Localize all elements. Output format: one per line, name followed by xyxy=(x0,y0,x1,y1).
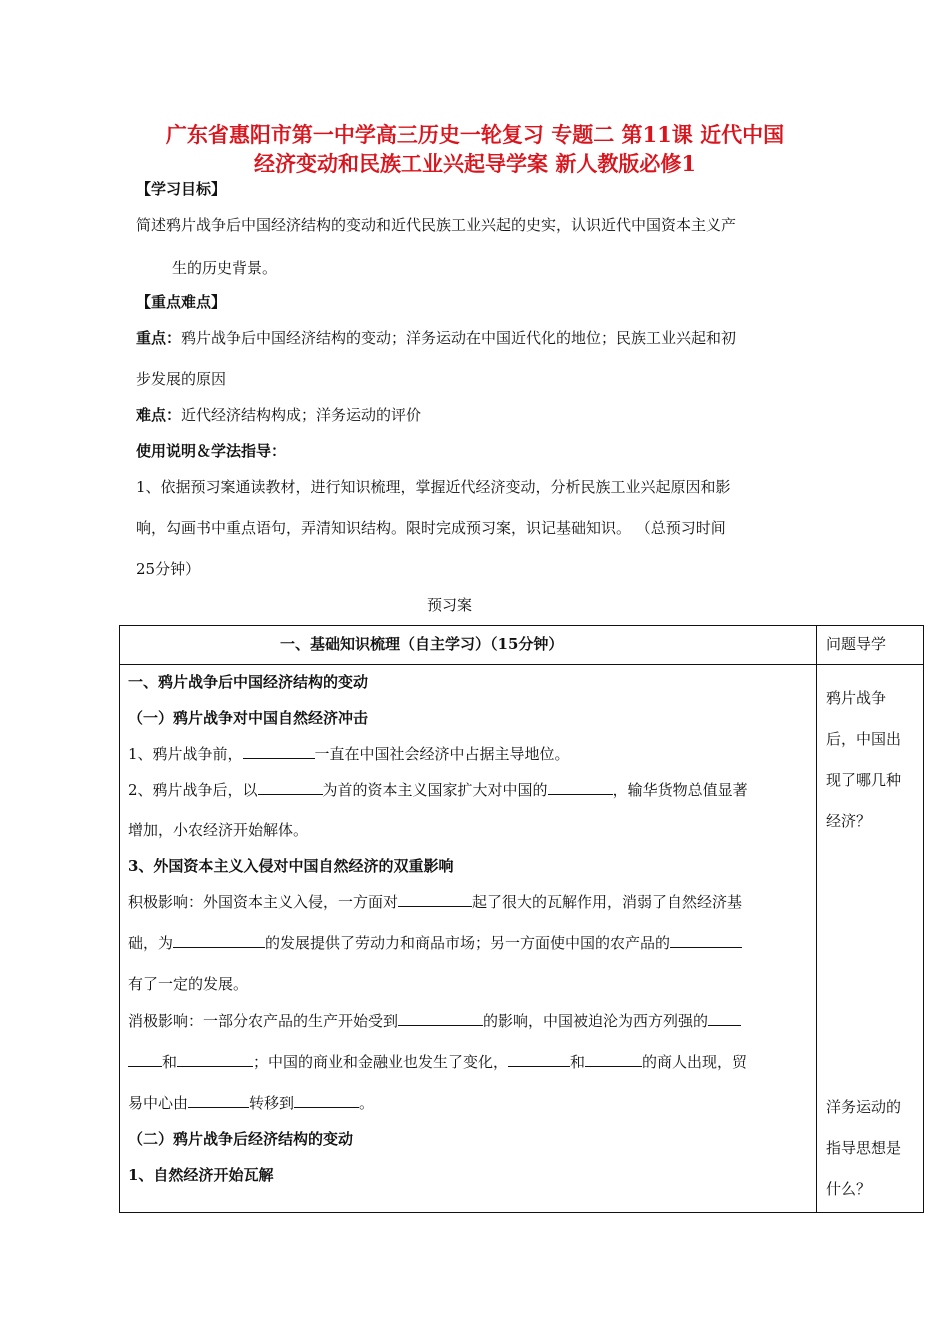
blank-field[interactable] xyxy=(294,1093,359,1108)
focus-label: 重点： xyxy=(136,329,182,347)
item-1-text-a: 1、鸦片战争前， xyxy=(128,745,243,763)
title-line-1: 广东省惠阳市第一中学高三历史一轮复习 专题二 第11课 近代中国 xyxy=(165,122,785,147)
negative-text-d: ；中国的商业和金融业也发生了变化， xyxy=(253,1053,509,1071)
blank-field[interactable] xyxy=(177,1052,253,1067)
positive-text-b: 起了很大的瓦解作用，消弱了自然经济基 xyxy=(472,893,743,911)
negative-text-g: 易中心由 xyxy=(128,1094,189,1112)
item-1-text-b: 一直在中国社会经济中占据主导地位。 xyxy=(314,745,570,763)
focus-text: 鸦片战争后中国经济结构的变动；洋务运动在中国近代化的地位；民族工业兴起和初 xyxy=(181,329,737,347)
question-2-line-3: 什么？ xyxy=(826,1180,872,1198)
instructions-heading: 使用说明＆学法指导： xyxy=(136,442,287,460)
table-header-divider xyxy=(119,664,924,665)
negative-text-f: 的商人出现，贸 xyxy=(642,1053,748,1071)
negative-text-b: 的影响，中国被迫沦为西方列强的 xyxy=(483,1012,709,1030)
objectives-line-1: 简述鸦片战争后中国经济结构的变动和近代民族工业兴起的史实，认识近代中国资本主义产 xyxy=(136,216,737,234)
preview-label: 预习案 xyxy=(427,596,473,614)
item-2-text-c: ，输华货物总值显著 xyxy=(612,781,748,799)
item-3-heading: 3、外国资本主义入侵对中国自然经济的双重影响 xyxy=(128,857,454,875)
focus-line-1 xyxy=(136,327,736,348)
item-4-heading: 1、自然经济开始瓦解 xyxy=(128,1166,274,1184)
positive-impact-line-3: 有了一定的发展。 xyxy=(128,975,249,993)
difficulty-text: 近代经济结构构成；洋务运动的评价 xyxy=(181,406,422,424)
item-2-continued: 增加，小农经济开始解体。 xyxy=(128,821,309,839)
negative-impact-line-2 xyxy=(128,1051,747,1072)
instructions-line-1: 1、依据预习案通读教材，进行知识梳理，掌握近代经济变动，分析民族工业兴起原因和影 xyxy=(136,478,731,496)
item-2-text-a: 2、鸦片战争后，以 xyxy=(128,781,258,799)
subsection-2-heading: （二）鸦片战争后经济结构的变动 xyxy=(128,1130,354,1148)
subsection-1-heading: （一）鸦片战争对中国自然经济冲击 xyxy=(128,709,369,727)
positive-text-a: 积极影响：外国资本主义入侵，一方面对 xyxy=(128,893,399,911)
instructions-line-3: 25分钟） xyxy=(136,560,201,578)
instructions-line-2: 响，勾画书中重点语句，弄清知识结构。限时完成预习案，识记基础知识。 （总预习时间 xyxy=(136,519,726,537)
blank-field[interactable] xyxy=(128,1052,162,1067)
blank-field[interactable] xyxy=(398,1011,483,1026)
objectives-heading: 【学习目标】 xyxy=(136,180,227,198)
blank-field[interactable] xyxy=(508,1052,570,1067)
section-1-heading: 一、鸦片战争后中国经济结构的变动 xyxy=(128,673,369,691)
blank-field[interactable] xyxy=(188,1093,249,1108)
positive-impact-line-2 xyxy=(128,932,742,953)
blank-field[interactable] xyxy=(243,744,315,759)
blank-field[interactable] xyxy=(398,892,472,907)
document-title xyxy=(120,120,830,178)
title-line-2: 经济变动和民族工业兴起导学案 新人教版必修1 xyxy=(254,151,696,176)
negative-text-h: 转移到 xyxy=(249,1094,295,1112)
blank-field[interactable] xyxy=(173,933,265,948)
objectives-line-2: 生的历史背景。 xyxy=(172,259,278,277)
blank-field[interactable] xyxy=(708,1011,741,1026)
blank-field[interactable] xyxy=(258,780,323,795)
positive-text-c: 础，为 xyxy=(128,934,174,952)
blank-field[interactable] xyxy=(548,780,613,795)
question-2-line-1: 洋务运动的 xyxy=(826,1098,902,1116)
negative-text-a: 消极影响：一部分农产品的生产开始受到 xyxy=(128,1012,399,1030)
negative-impact-line-3 xyxy=(128,1092,374,1113)
question-1-line-4: 经济？ xyxy=(826,812,872,830)
blank-field[interactable] xyxy=(670,933,742,948)
difficulty-label: 难点： xyxy=(136,406,182,424)
positive-text-d: 的发展提供了劳动力和商品市场；另一方面使中国的农产品的 xyxy=(265,934,671,952)
blank-field[interactable] xyxy=(585,1052,642,1067)
table-header-main: 一、基础知识梳理（自主学习）（15分钟） xyxy=(280,635,564,653)
positive-impact-line-1 xyxy=(128,891,742,912)
negative-text-i: 。 xyxy=(359,1094,375,1112)
keypoints-heading: 【重点难点】 xyxy=(136,293,227,311)
table-column-divider xyxy=(816,625,817,1213)
negative-text-e: 和 xyxy=(570,1053,586,1071)
item-2 xyxy=(128,779,748,800)
item-2-text-b: 为首的资本主义国家扩大对中国的 xyxy=(322,781,548,799)
question-1-line-2: 后，中国出 xyxy=(826,730,902,748)
question-1-line-1: 鸦片战争 xyxy=(826,689,887,707)
question-1-line-3: 现了哪几种 xyxy=(826,771,902,789)
negative-impact-line-1 xyxy=(128,1010,741,1031)
focus-line-2: 步发展的原因 xyxy=(136,370,227,388)
negative-text-c: 和 xyxy=(162,1053,178,1071)
table-header-side: 问题导学 xyxy=(826,635,887,653)
question-2-line-2: 指导思想是 xyxy=(826,1139,902,1157)
difficulty-line xyxy=(136,404,421,425)
item-1 xyxy=(128,743,570,764)
